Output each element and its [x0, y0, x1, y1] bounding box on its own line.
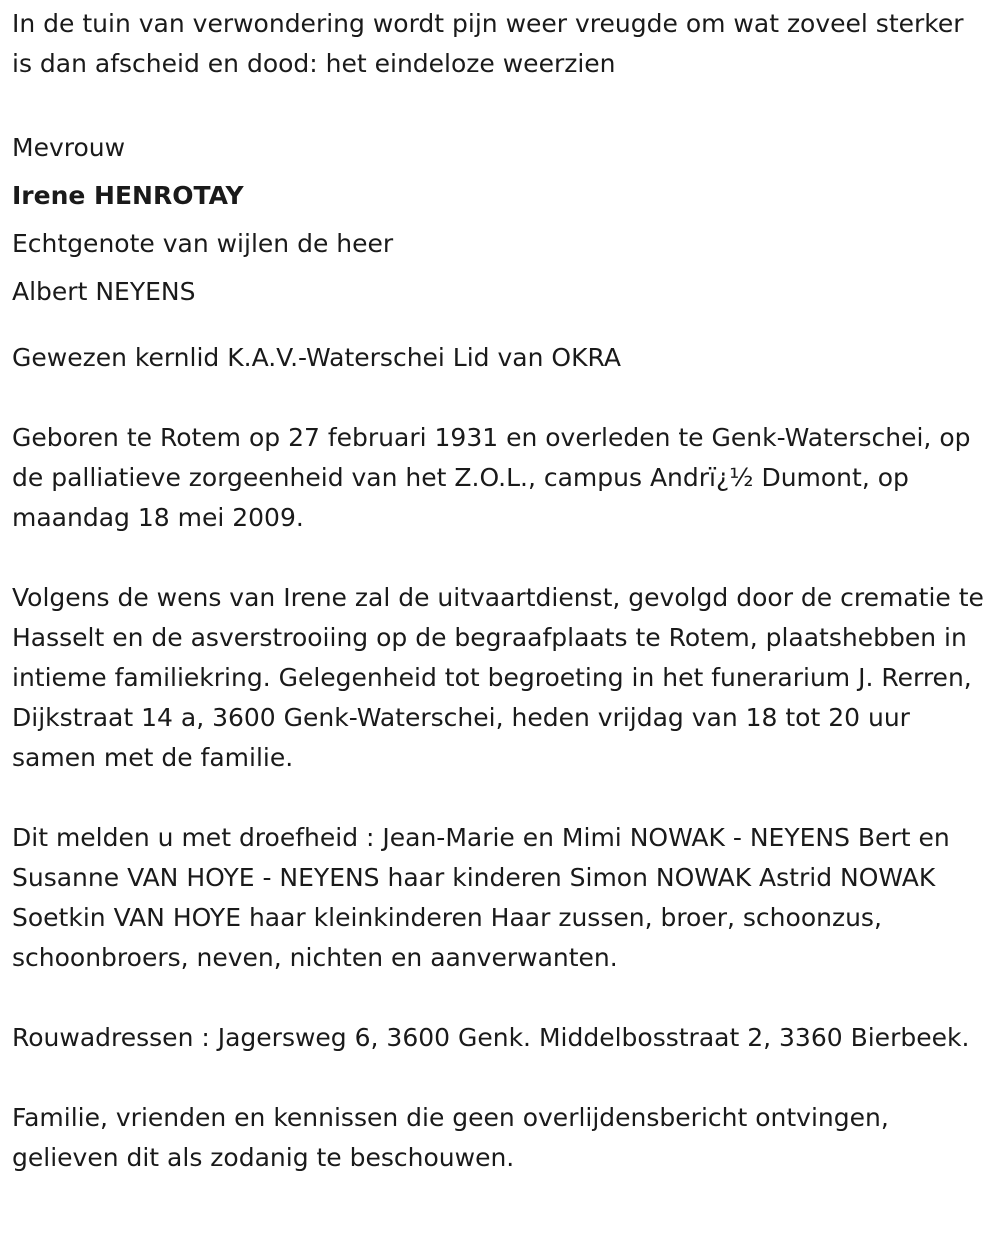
spacer	[12, 778, 988, 818]
salutation: Mevrouw	[12, 133, 126, 162]
funeral-paragraph: Volgens de wens van Irene zal de uitvaartdienst, gevolgd door de crematie te Hasselt en de asverstrooiing op de begraafplaats te Rotem, plaatshebben in intieme familiekring. Gelegenheid tot begroeting in het funerarium J. Rerren, Dijkstraat 14 a, 3600 Genk-Waterschei, heden vrijdag van 18 tot 20 uur samen met de familie.	[12, 583, 984, 772]
deceased-name: Irene HENROTAY	[12, 181, 244, 210]
spacer	[12, 378, 988, 418]
spacer	[12, 316, 988, 338]
birth-death-paragraph: Geboren te Rotem op 27 februari 1931 en overleden te Genk-Waterschei, op de palliatieve zorgeenheid van het Z.O.L., campus Andrï¿½ Dumont, op maandag 18 mei 2009.	[12, 423, 971, 532]
spacer	[12, 84, 988, 124]
spacer	[12, 978, 988, 1018]
family-paragraph: Dit melden u met droefheid : Jean-Marie en Mimi NOWAK - NEYENS Bert en Susanne VAN HOYE - NEYENS haar kinderen Simon NOWAK Astrid NOWAK Soetkin VAN HOYE haar kleinkinderen Haar zussen, broer, schoonzus, schoonbroers, neven, nichten en aanverwanten.	[12, 823, 950, 972]
spouse-line: Echtgenote van wijlen de heer	[12, 229, 394, 258]
spacer	[12, 1058, 988, 1098]
spouse-name: Albert NEYENS	[12, 277, 196, 306]
spacer	[12, 538, 988, 578]
closing-paragraph: Familie, vrienden en kennissen die geen overlijdensbericht ontvingen, gelieven dit als zodanig te beschouwen.	[12, 1103, 889, 1172]
motto-text: In de tuin van verwondering wordt pijn weer vreugde om wat zoveel sterker is dan afscheid en dood: het eindeloze weerzien	[12, 9, 964, 78]
affiliation-text: Gewezen kernlid K.A.V.-Waterschei Lid van OKRA	[12, 343, 621, 372]
addresses-paragraph: Rouwadressen : Jagersweg 6, 3600 Genk. Middelbosstraat 2, 3360 Bierbeek.	[12, 1023, 970, 1052]
